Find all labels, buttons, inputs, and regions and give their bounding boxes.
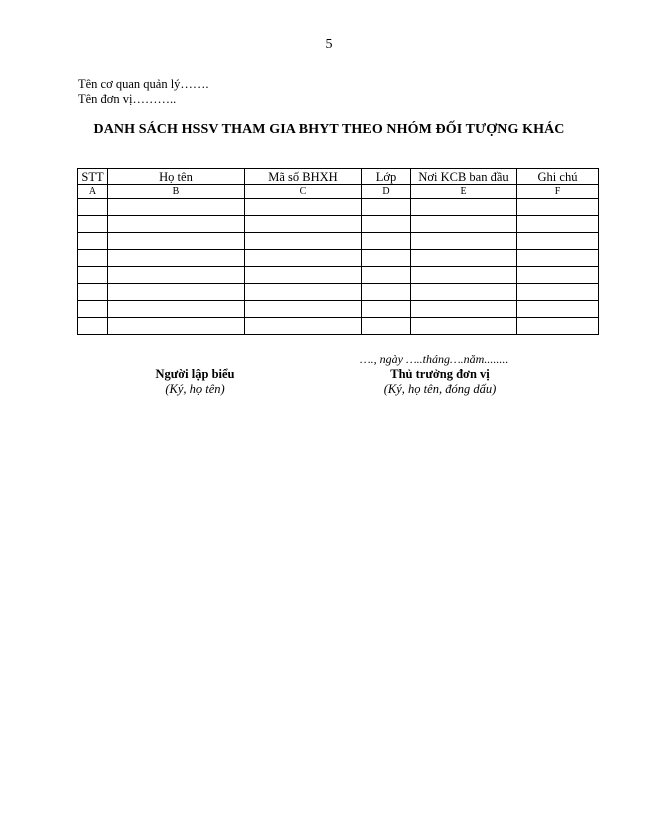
table-row — [78, 233, 599, 250]
table-cell — [108, 318, 245, 335]
table-cell — [78, 216, 108, 233]
table-cell — [78, 250, 108, 267]
table-cell — [362, 318, 411, 335]
table-cell — [108, 301, 245, 318]
table-cell — [517, 250, 599, 267]
table-cell — [245, 318, 362, 335]
table-cell — [517, 216, 599, 233]
table-cell — [108, 250, 245, 267]
table-cell — [411, 216, 517, 233]
col-header-initial-clinic: Nơi KCB ban đầu — [411, 169, 517, 185]
table-cell — [411, 199, 517, 216]
table-cell — [78, 284, 108, 301]
table-cell — [411, 267, 517, 284]
col-header-stt: STT — [78, 169, 108, 185]
table-cell — [245, 199, 362, 216]
table-cell — [517, 199, 599, 216]
table-cell — [245, 284, 362, 301]
page-number: 5 — [325, 37, 333, 52]
table-cell — [517, 301, 599, 318]
column-code-row — [78, 185, 599, 199]
table-cell — [411, 284, 517, 301]
table-row — [78, 267, 599, 284]
table-cell — [245, 267, 362, 284]
table-cell — [517, 267, 599, 284]
col-header-full-name: Họ tên — [108, 169, 245, 185]
table-cell — [517, 318, 599, 335]
table-cell — [362, 199, 411, 216]
table-cell — [362, 301, 411, 318]
table-cell — [108, 267, 245, 284]
table-cell — [362, 233, 411, 250]
preparer-role: Người lập biểu — [155, 367, 235, 381]
preparer-hint: (Ký, họ tên) — [165, 382, 225, 396]
table-cell — [411, 301, 517, 318]
col-header-insurance-code: Mã số BHXH — [245, 169, 362, 185]
table-cell — [108, 199, 245, 216]
table-cell — [362, 250, 411, 267]
table-cell — [108, 233, 245, 250]
col-header-class: Lớp — [362, 169, 411, 185]
table-row — [78, 199, 599, 216]
table-cell — [108, 284, 245, 301]
head-role: Thủ trưởng đơn vị — [390, 367, 490, 381]
head-signature-block — [340, 367, 540, 397]
table-cell — [108, 216, 245, 233]
table-cell — [517, 233, 599, 250]
head-hint: (Ký, họ tên, đóng dấu) — [383, 382, 497, 396]
table-header-row — [78, 169, 599, 185]
table-row — [78, 301, 599, 318]
table-cell — [245, 216, 362, 233]
table-cell — [245, 301, 362, 318]
agency-name-line: Tên cơ quan quản lý……. — [78, 77, 209, 91]
table-cell — [78, 199, 108, 216]
table-cell — [362, 216, 411, 233]
col-code-d: D — [362, 185, 411, 199]
col-header-notes: Ghi chú — [517, 169, 599, 185]
table-row — [78, 318, 599, 335]
table-cell — [362, 284, 411, 301]
agency-info — [78, 77, 209, 107]
table-row — [78, 250, 599, 267]
preparer-signature-block — [120, 367, 270, 397]
unit-name-line: Tên đơn vị……….. — [78, 92, 177, 106]
document-title: DANH SÁCH HSSV THAM GIA BHYT THEO NHÓM ĐỐI TƯỢNG KHÁC — [93, 122, 565, 137]
table-cell — [78, 233, 108, 250]
col-code-b: B — [108, 185, 245, 199]
table-cell — [245, 250, 362, 267]
table-cell — [78, 301, 108, 318]
table-cell — [411, 233, 517, 250]
table-cell — [411, 250, 517, 267]
col-code-e: E — [411, 185, 517, 199]
table-row — [78, 216, 599, 233]
student-insurance-table — [77, 168, 599, 335]
table-row — [78, 284, 599, 301]
table-cell — [362, 267, 411, 284]
signature-date-line: …., ngày …..tháng….năm........ — [360, 352, 509, 366]
table-cell — [411, 318, 517, 335]
table-cell — [78, 267, 108, 284]
col-code-c: C — [245, 185, 362, 199]
col-code-f: F — [517, 185, 599, 199]
table-cell — [245, 233, 362, 250]
col-code-a: A — [78, 185, 108, 199]
table-cell — [517, 284, 599, 301]
table-cell — [78, 318, 108, 335]
